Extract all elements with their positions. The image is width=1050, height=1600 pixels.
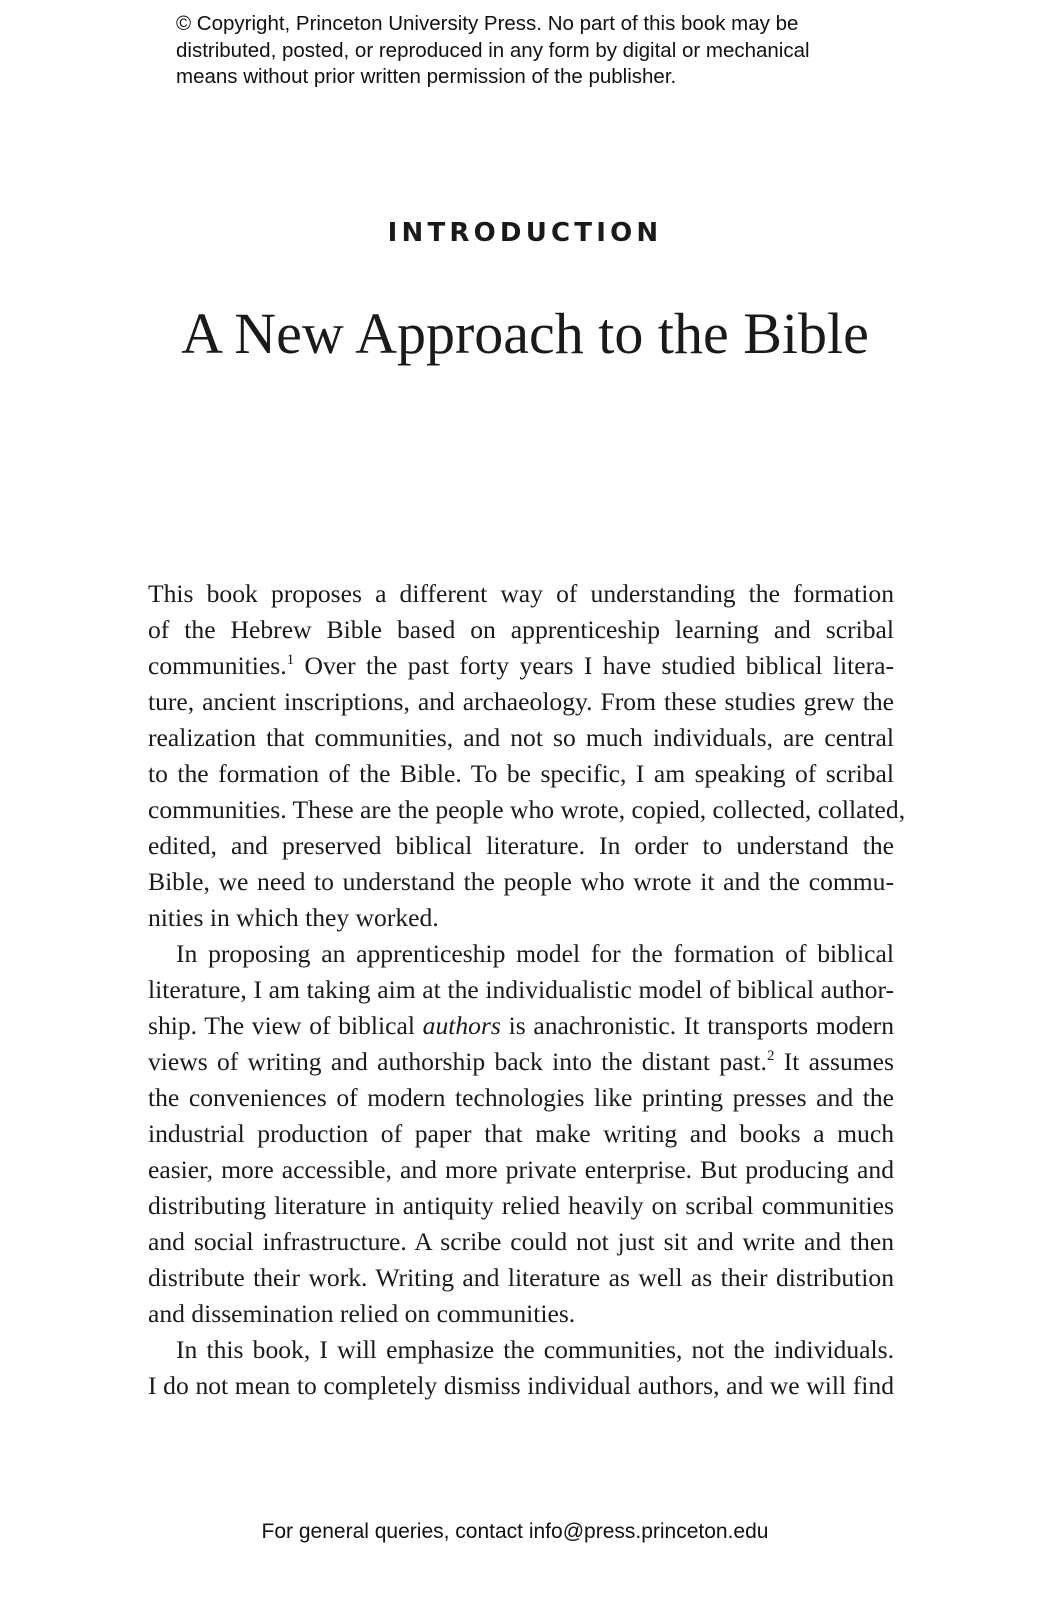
text-run: views of writing and authorship back into the distant past.	[148, 1047, 767, 1076]
footer-contact: For general queries, contact info@press.princeton.edu	[261, 1520, 769, 1543]
text-line: Bible, we need to understand the people who wrote it and the commu-	[148, 867, 894, 896]
text-line	[148, 648, 894, 684]
copyright-notice	[176, 11, 896, 91]
text-line: nities in which they worked.	[148, 903, 439, 932]
text-line: easier, more accessible, and more private enterprise. But producing and	[148, 1155, 894, 1184]
text-line: This book proposes a different way of understanding the formation	[148, 579, 894, 608]
emphasis-text: authors	[422, 1011, 501, 1040]
text-line: distribute their work. Writing and literature as well as their distribution	[148, 1263, 894, 1292]
text-line: of the Hebrew Bible based on apprenticeship learning and scribal	[148, 615, 894, 644]
text-line: the conveniences of modern technologies like printing presses and the	[148, 1083, 894, 1112]
copyright-line: © Copyright, Princeton University Press. No part of this book may be	[176, 12, 799, 35]
text-line: ture, ancient inscriptions, and archaeology. From these studies grew the	[148, 687, 894, 716]
copyright-line: distributed, posted, or reproduced in any form by digital or mechanical	[176, 38, 810, 62]
copyright-line: means without prior written permission of the publisher.	[176, 65, 677, 88]
chapter-label: INTRODUCTION	[387, 218, 663, 248]
text-line: In this book, I will emphasize the communities, not the individuals.	[176, 1335, 894, 1364]
text-line: to the formation of the Bible. To be specific, I am speaking of scribal	[148, 759, 894, 788]
text-run: Over the past forty years I have studied biblical litera-	[294, 651, 894, 680]
text-line: literature, I am taking aim at the individualistic model of biblical author-	[148, 975, 894, 1004]
text-line: and dissemination relied on communities.	[148, 1299, 576, 1328]
footnote-ref: 2	[766, 1048, 775, 1064]
text-line: communities. These are the people who wrote, copied, collected, collated,	[148, 795, 906, 824]
text-line: realization that communities, and not so much individuals, are central	[148, 723, 894, 752]
text-line: distributing literature in antiquity relied heavily on scribal communities	[148, 1191, 894, 1220]
text-run: It assumes	[774, 1047, 894, 1076]
text-run: is anachronistic. It transports modern	[500, 1011, 894, 1040]
footnote-ref: 1	[286, 652, 295, 668]
text-run: ship. The view of biblical	[148, 1011, 423, 1040]
text-line: In proposing an apprenticeship model for the formation of biblical	[176, 939, 894, 968]
text-line	[148, 1008, 894, 1044]
text-run: communities.	[148, 651, 287, 680]
text-line	[148, 1044, 894, 1080]
text-line: industrial production of paper that make writing and books a much	[148, 1119, 894, 1148]
body-text	[148, 576, 906, 1404]
chapter-title: A New Approach to the Bible	[181, 301, 869, 366]
text-line: and social infrastructure. A scribe could not just sit and write and then	[148, 1227, 894, 1256]
text-line: edited, and preserved biblical literature. In order to understand the	[148, 831, 894, 860]
text-line: I do not mean to completely dismiss individual authors, and we will find	[148, 1371, 894, 1400]
